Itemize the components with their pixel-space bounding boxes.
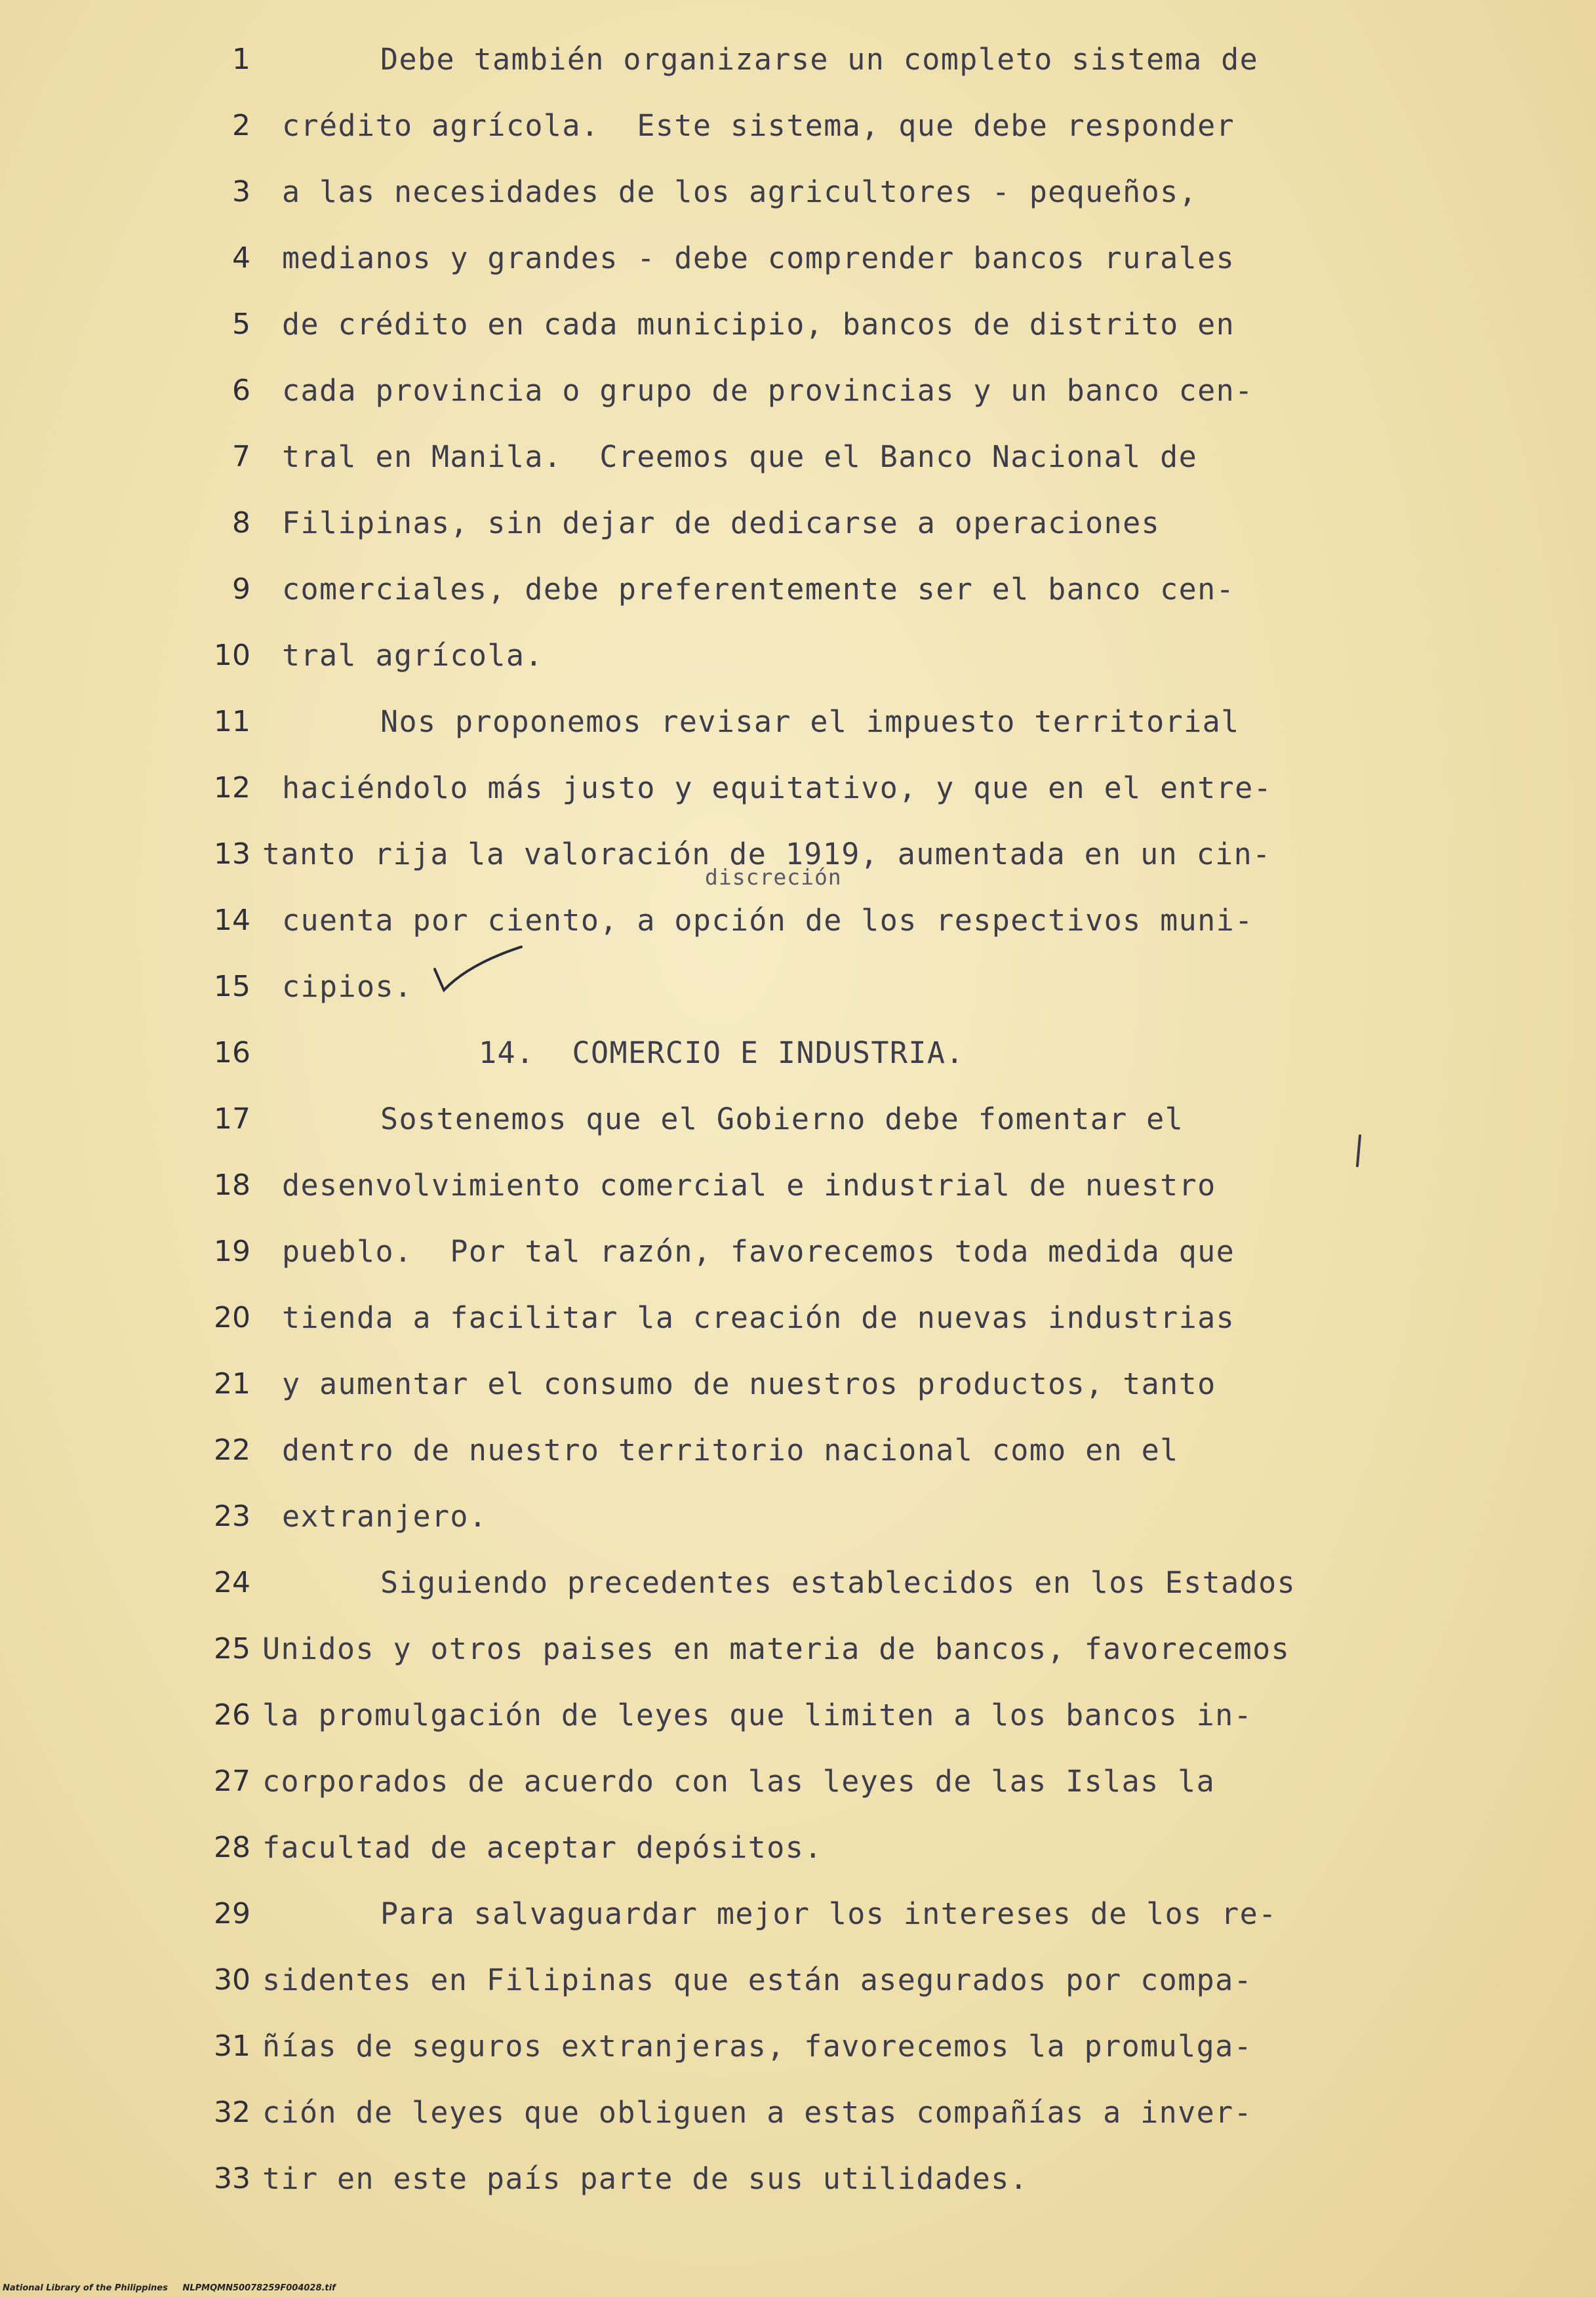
document-line: [0, 92, 1596, 159]
document-line: [0, 1682, 1596, 1748]
archive-footer: National Library of the Philippines NLPMQMN50078259F004028.tif: [3, 2283, 336, 2293]
document-line: [0, 1483, 1596, 1549]
line-text: corporados de acuerdo con las leyes de las Islas la: [262, 1764, 1216, 1799]
document-line: [0, 1020, 1596, 1086]
line-number: 32: [214, 2096, 250, 2129]
document-line: [0, 1549, 1596, 1616]
line-text: sidentes en Filipinas que están asegurados por compa-: [262, 1963, 1253, 1997]
document-line: [0, 887, 1596, 953]
document-line: [0, 556, 1596, 622]
line-number: 19: [214, 1235, 250, 1268]
line-number: 12: [214, 771, 250, 805]
line-number: 9: [232, 572, 250, 606]
line-text: cipios.: [282, 969, 413, 1004]
line-number: 16: [214, 1036, 250, 1069]
line-text: Siguiendo precedentes establecidos en los Estados: [380, 1565, 1296, 1600]
line-text: a las necesidades de los agricultores - pequeños,: [282, 174, 1198, 209]
line-text: crédito agrícola. Este sistema, que debe responder: [282, 108, 1235, 143]
line-number: 20: [214, 1301, 250, 1334]
line-number: 3: [232, 175, 250, 209]
line-number: 24: [214, 1566, 250, 1599]
line-text: ñías de seguros extranjeras, favorecemos la promulga-: [262, 2029, 1253, 2064]
line-number: 18: [214, 1168, 250, 1202]
check-mark-icon: [429, 944, 528, 1003]
line-number: 17: [214, 1102, 250, 1136]
document-line: [0, 1748, 1596, 1814]
document-line: [0, 2013, 1596, 2079]
line-text: tanto rija la valoración de 1919, aumentada en un cin-: [262, 837, 1271, 871]
document-line: [0, 2079, 1596, 2146]
document-line: [0, 1351, 1596, 1417]
document-line: [0, 490, 1596, 556]
line-text: cuenta por ciento, a opción de los respectivos muni-: [282, 903, 1254, 938]
line-number: 31: [214, 2029, 250, 2063]
document-line: [0, 357, 1596, 424]
line-number: 1: [232, 43, 250, 76]
line-text: Para salvaguardar mejor los intereses de los re-: [380, 1896, 1277, 1931]
line-text: haciéndolo más justo y equitativo, y que en el entre-: [282, 770, 1273, 805]
document-line: [0, 689, 1596, 755]
line-number: 15: [214, 970, 250, 1003]
document-line: [0, 159, 1596, 225]
line-number: 5: [232, 308, 250, 341]
line-text: facultad de aceptar depósitos.: [262, 1830, 823, 1865]
line-text: de crédito en cada municipio, bancos de distrito en: [282, 307, 1235, 342]
line-number: 22: [214, 1433, 250, 1467]
line-number: 7: [232, 440, 250, 473]
line-number: 13: [214, 837, 250, 871]
line-number: 23: [214, 1500, 250, 1533]
line-number: 21: [214, 1367, 250, 1401]
line-text: Filipinas, sin dejar de dedicarse a operaciones: [282, 506, 1161, 540]
document-line: [0, 424, 1596, 490]
document-line: [0, 1616, 1596, 1682]
section-heading: 14. COMERCIO E INDUSTRIA.: [479, 1035, 965, 1070]
line-text: tral agrícola.: [282, 638, 544, 673]
line-text: tienda a facilitar la creación de nuevas industrias: [282, 1300, 1235, 1335]
typed-insertion: discreción: [705, 864, 842, 890]
line-number: 28: [214, 1831, 250, 1864]
document-line: [0, 1417, 1596, 1483]
line-number: 4: [232, 241, 250, 275]
document-line: [0, 2146, 1596, 2212]
line-number: 33: [214, 2162, 250, 2195]
document-line: [0, 1285, 1596, 1351]
line-text: extranjero.: [282, 1499, 488, 1534]
document-line: [0, 1881, 1596, 1947]
line-text: comerciales, debe preferentemente ser el banco cen-: [282, 572, 1235, 607]
line-text: ción de leyes que obliguen a estas compañías a inver-: [262, 2095, 1253, 2130]
line-text: medianos y grandes - debe comprender bancos rurales: [282, 241, 1235, 275]
line-text: tir en este país parte de sus utilidades.: [262, 2161, 1029, 2196]
line-text: y aumentar el consumo de nuestros productos, tanto: [282, 1367, 1216, 1401]
line-number: 11: [214, 705, 250, 738]
line-text: Nos proponemos revisar el impuesto territorial: [380, 704, 1240, 739]
line-number: 6: [232, 374, 250, 407]
document-line: [0, 953, 1596, 1020]
document-line: [0, 26, 1596, 92]
line-text: desenvolvimiento comercial e industrial de nuestro: [282, 1168, 1216, 1203]
line-number: 25: [214, 1632, 250, 1666]
line-text: la promulgación de leyes que limiten a los bancos in-: [262, 1698, 1253, 1732]
document-line: [0, 755, 1596, 821]
document-line: [0, 291, 1596, 357]
line-number: 30: [214, 1963, 250, 1997]
document-line: [0, 1814, 1596, 1881]
line-number: 14: [214, 904, 250, 937]
line-number: 29: [214, 1897, 250, 1930]
line-text: cada provincia o grupo de provincias y un banco cen-: [282, 373, 1254, 408]
line-text: Sostenemos que el Gobierno debe fomentar el: [380, 1102, 1184, 1136]
line-number: 27: [214, 1765, 250, 1798]
line-text: Unidos y otros paises en materia de bancos, favorecemos: [262, 1631, 1290, 1666]
document-line: [0, 622, 1596, 689]
line-text: Debe también organizarse un completo sistema de: [380, 42, 1259, 77]
line-text: dentro de nuestro territorio nacional como en el: [282, 1433, 1179, 1468]
ink-mark-icon: [1352, 1133, 1365, 1170]
line-number: 26: [214, 1698, 250, 1732]
line-number: 8: [232, 506, 250, 540]
document-line: [0, 1947, 1596, 2013]
line-number: 2: [232, 109, 250, 142]
line-text: pueblo. Por tal razón, favorecemos toda medida que: [282, 1234, 1235, 1269]
document-line: [0, 225, 1596, 291]
line-text: tral en Manila. Creemos que el Banco Nacional de: [282, 439, 1198, 474]
line-number: 10: [214, 639, 250, 672]
document-line: [0, 1218, 1596, 1285]
